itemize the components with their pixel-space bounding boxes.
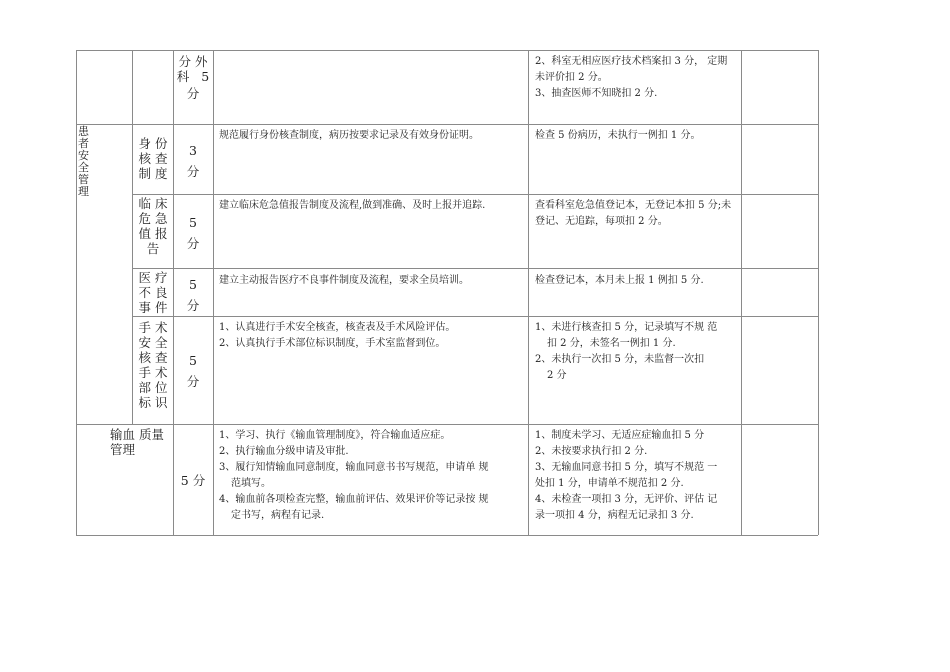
item-label: 身份核查制度 [138,136,172,181]
standard-line: 2、执行输血分级申请及审批. [219,446,349,457]
assessment-line: 2、未按要求执行扣 2 分. [535,446,648,457]
row-divider [132,194,818,195]
assessment-cell [535,273,735,289]
assessment-line: 录一项扣 4 分，病程无记录扣 3 分. [535,510,694,521]
score-label: 3分 [186,143,200,179]
assessment-line: 处扣 1 分，申请单不规范扣 2 分. [535,478,684,489]
standard-cell [219,128,524,144]
standard-cell [219,320,524,352]
row-divider [76,124,818,125]
score-label: 分 [186,86,200,101]
assessment-cell [535,428,735,524]
score-label: 5 分 [180,473,206,488]
column-divider [741,50,742,535]
row-divider [132,268,818,269]
item-label: 医疗不良事件 [138,270,172,315]
item-label: 临床危急值报告 [138,196,172,256]
standard-cell [219,198,524,214]
assessment-cell [535,128,735,144]
column-divider [132,50,133,424]
standard-cell [219,428,524,524]
score-label: 5分 [186,277,200,313]
assessment-line: 2、未执行一次扣 5 分，未监督一次扣 [535,354,705,365]
assessment-line: 2、科室无相应医疗技术档案扣 3 分， 定期未评价扣 2 分。 [535,56,728,83]
assessment-line: 2 分 [547,370,567,381]
standard-line: 2、认真执行手术部位标识制度，手术室监督到位。 [219,338,446,349]
item-label: 分外科 5 [176,54,214,84]
standard-line: 1、学习、执行《输血管理制度》，符合输血适应症。 [219,430,451,441]
standard-line: 范填写。 [231,478,271,489]
standard-line: 定书写，病程有记录. [231,510,325,521]
assessment-cell [535,320,735,384]
assessment-line: 3、无输血同意书扣 5 分，填写不规范 一 [535,462,718,473]
score-label: 5分 [186,215,200,251]
assessment-line: 1、制度未学习、无适应症输血扣 5 分 [535,430,705,441]
standard-line: 1、认真进行手术安全核查，核查表及手术风险评估。 [219,322,456,333]
standard-cell [219,273,524,289]
category-label: 患者安全管理 [78,125,89,198]
assessment-line: 3、抽查医师不知晓扣 2 分. [535,88,658,99]
score-label: 5分 [186,353,200,389]
row-divider [132,316,818,317]
assessment-line: 扣 2 分，未签名一例扣 1 分. [547,338,676,349]
item-label: 输血 质量管理 [110,427,164,457]
column-divider [528,50,529,535]
standard-line: 建立主动报告医疗不良事件制度及流程，要求全员培训。 [219,275,469,286]
table-border-right [818,50,819,535]
table-border-bottom [76,535,818,536]
row-divider [76,424,818,425]
standard-line: 4、输血前各项检查完整，输血前评估、效果评价等记录按 规 [219,494,489,505]
assessment-cell [535,54,735,102]
assessment-line: 1、未进行核查扣 5 分，记录填写不规 范 [535,322,718,333]
item-label: 手术安全核查手术部位标识 [138,320,172,410]
assessment-line: 检查 5 份病历，未执行一例扣 1 分。 [535,130,701,141]
assessment-cell [535,198,735,230]
assessment-line: 4、未检查一项扣 3 分，无评价、评估 记 [535,494,718,505]
standard-line: 3、履行知情输血同意制度，输血同意书书写规范，申请单 规 [219,462,489,473]
standard-line: 规范履行身份核查制度，病历按要求记录及有效身份证明。 [219,130,479,141]
column-divider [213,50,214,535]
assessment-line: 检查登记本，本月未上报 1 例扣 5 分. [535,275,704,286]
table-border-top [76,50,818,51]
standard-line: 建立临床危急值报告制度及流程,做到准确、及时上报并追踪. [219,200,486,211]
assessment-line: 查看科室危急值登记本，无登记本扣 5 分;未登记、无追踪，每项扣 2 分。 [535,200,732,227]
table-border-left [76,50,77,535]
